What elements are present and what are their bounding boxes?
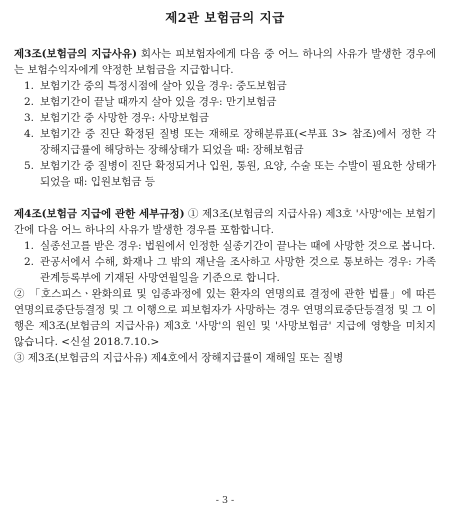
item-number: 2. xyxy=(24,256,35,268)
article-4-items xyxy=(14,238,436,286)
page-number: - 3 - xyxy=(215,495,235,506)
item-number: 2. xyxy=(24,96,35,108)
article-3 xyxy=(14,46,436,190)
item-text: 실종선고를 받은 경우: 법원에서 인정한 실종기간이 끝나는 때에 사망한 것으로 봅니다. xyxy=(40,240,436,252)
list-item xyxy=(14,110,436,126)
article-4-intro xyxy=(14,206,436,238)
item-number: 1. xyxy=(24,80,35,92)
list-item xyxy=(14,238,436,254)
list-item xyxy=(14,254,436,286)
article-4 xyxy=(14,206,436,366)
section-title: 제2관 보험금의 지급 xyxy=(165,10,285,25)
item-text: 관공서에서 수해, 화재나 그 밖의 재난을 조사하고 사망한 것으로 통보하는 경우: 가족관계등록부에 기재된 사망연월일을 기준으로 합니다. xyxy=(40,256,436,284)
article-4-paragraph-3: ③ 제3조(보험금의 지급사유) 제4호에서 장해지급률이 재해일 또는 질병 xyxy=(14,352,344,364)
item-text: 보험기간이 끝날 때까지 살아 있을 경우: 만기보험금 xyxy=(40,96,277,108)
item-number: 3. xyxy=(24,112,35,124)
list-item xyxy=(14,94,436,110)
item-text: 보험기간 중 질병이 진단 확정되거나 입원, 통원, 요양, 수술 또는 수발이 필요한 상태가 되었을 때: 입원보험금 등 xyxy=(40,160,436,188)
article-spacer xyxy=(14,190,436,206)
article-4-intro-text: ① 제3조(보험금의 지급사유) 제3호 '사망'에는 보험기간에 다음 어느 하나의 사유가 발생한 경우를 포함합니다. xyxy=(14,208,436,236)
list-item xyxy=(14,126,436,158)
list-item xyxy=(14,158,436,190)
item-number: 5. xyxy=(24,160,35,172)
article-3-items xyxy=(14,78,436,190)
article-3-intro-text: 회사는 피보험자에게 다음 중 어느 하나의 사유가 발생한 경우에는 보험수익자에게 약정한 보험금을 지급합니다. xyxy=(14,48,436,76)
article-3-heading: 제3조(보험금의 지급사유) xyxy=(14,48,137,60)
item-number: 1. xyxy=(24,240,35,252)
item-number: 4. xyxy=(24,128,35,140)
item-text: 보험기간 중의 특정시점에 살아 있을 경우: 중도보험금 xyxy=(40,80,287,92)
item-text: 보험기간 중 사망한 경우: 사망보험금 xyxy=(40,112,210,124)
list-item xyxy=(14,78,436,94)
article-3-intro xyxy=(14,46,436,78)
article-4-paragraph-2: ② 「호스피스ㆍ완화의료 및 임종과정에 있는 환자의 연명의료 결정에 관한 법률」에 따른 연명의료중단등결정 및 그 이행으로 피보험자가 사망하는 경우 연명의료중단등결정 및 그 이행은 제3조(보험금의 지급사유) 제3호 '사망'의 원인 및 '사망보험금' 지급에 영향을 미치지 않습니다. <신설 2018.7.10.> xyxy=(14,288,436,348)
item-text: 보험기간 중 진단 확정된 질병 또는 재해로 장해분류표(<부표 3> 참조)에서 정한 각 장해지급률에 해당하는 장해상태가 되었을 때: 장해보험금 xyxy=(40,128,436,156)
article-4-heading: 제4조(보험금 지급에 관한 세부규정) xyxy=(14,208,185,220)
